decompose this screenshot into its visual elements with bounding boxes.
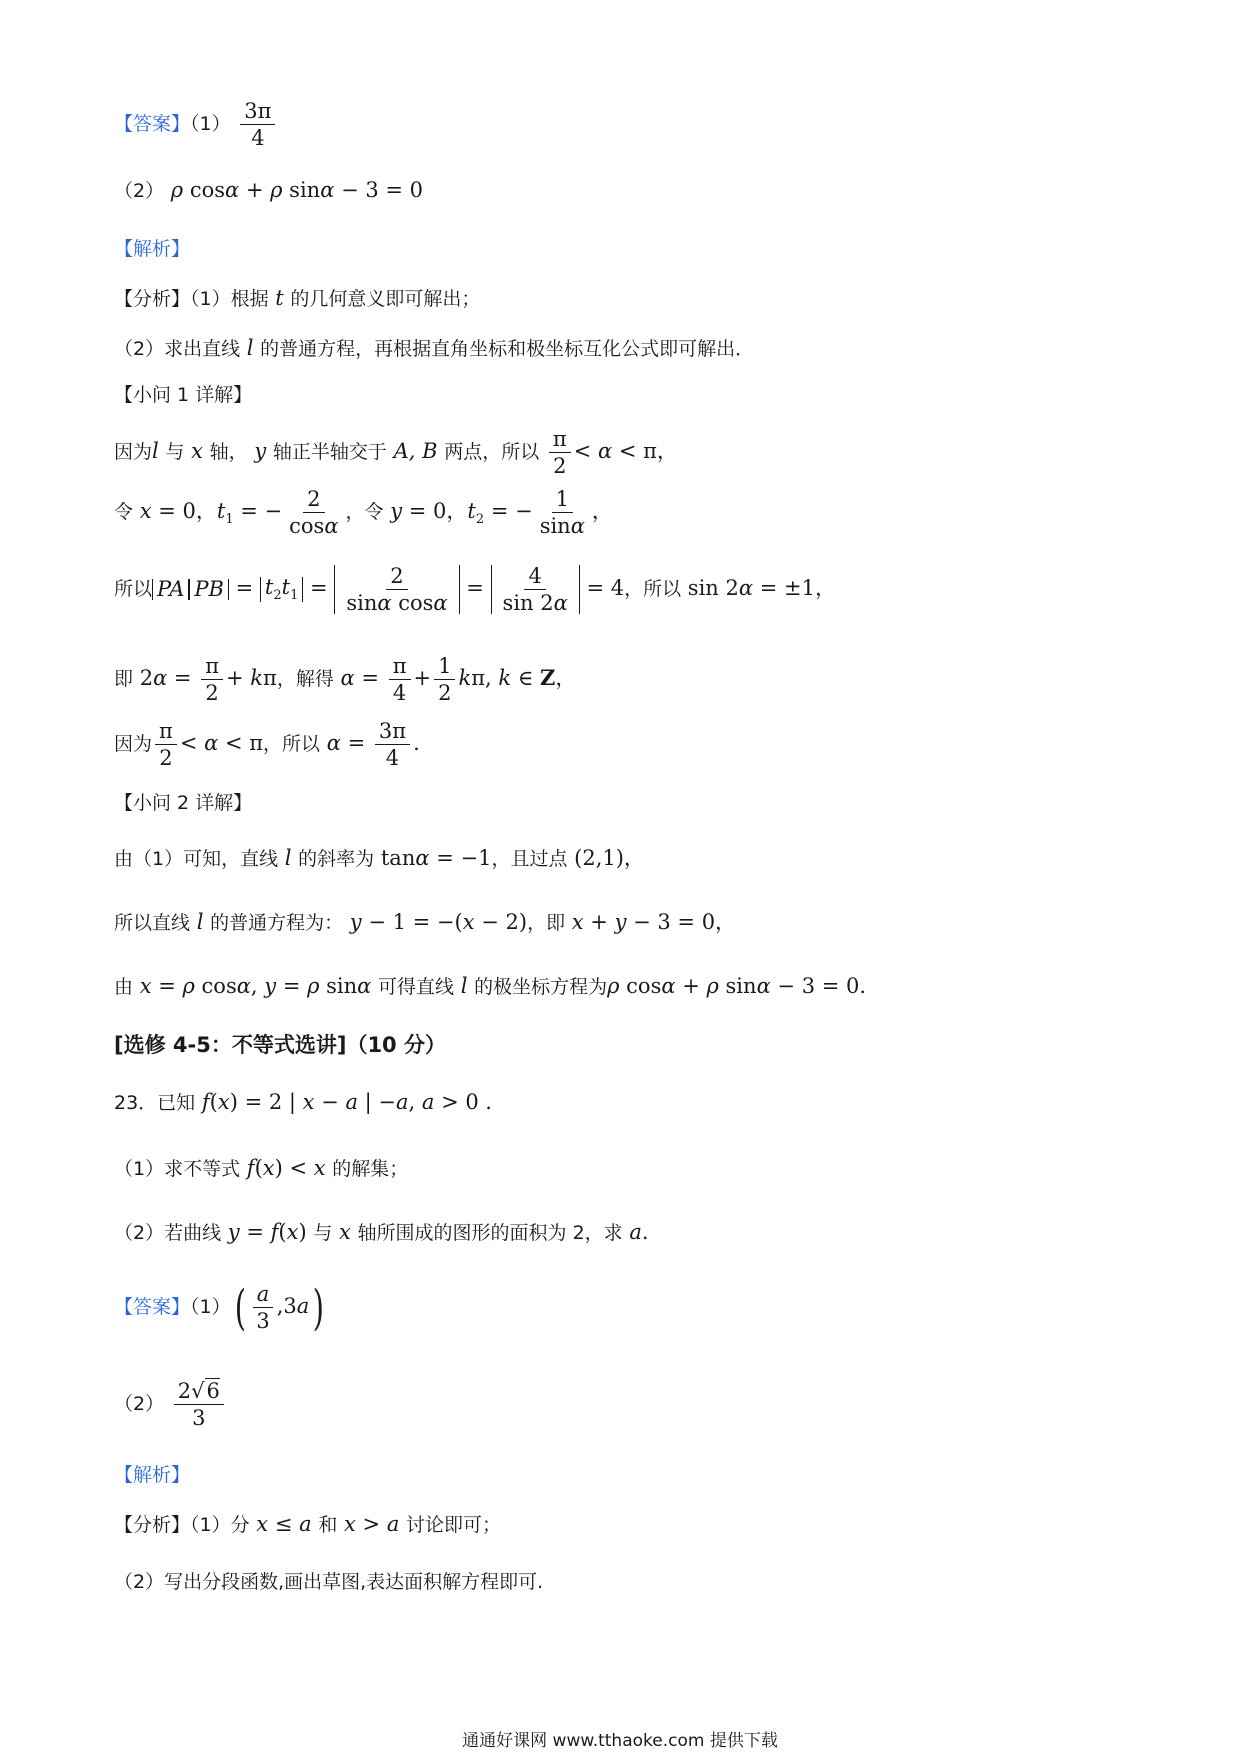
p23-q2-a: （2）若曲线 bbox=[114, 1222, 222, 1244]
solution-line-5: 因为 $\frac{\pi}{2}$ < α < π，所以 α = $\frac{3\pi}{4}$ . bbox=[114, 719, 420, 771]
t1-a: 由（1）可知，直线 bbox=[114, 848, 279, 870]
section-title: [选修 4-5：不等式选讲]（10 分） bbox=[114, 1033, 446, 1057]
answer-1-fraction: $\frac{3\pi}{4}$ bbox=[240, 100, 275, 149]
p23-q1-b: 的解集； bbox=[332, 1158, 409, 1180]
s3-a: 所以 bbox=[114, 578, 153, 601]
p23-answer-line-2: （2） $\frac{2√6}{3}$ bbox=[114, 1380, 227, 1429]
solution-2-line-2: 所以直线 l 的普通方程为： y − 1 = −(x − 2)，即 x + y − 3 = 0， bbox=[114, 910, 737, 934]
s1-b: 与 bbox=[165, 441, 185, 464]
t2-b: 的普通方程为： bbox=[210, 912, 344, 934]
q1-detail-label: 【小问 1 详解】 bbox=[114, 384, 253, 406]
fenxi-2-a: （2）求出直线 bbox=[114, 338, 241, 360]
s1-a: 因为 bbox=[114, 441, 153, 464]
p23-stem-a: 23．已知 bbox=[114, 1092, 196, 1114]
s2-a: 令 bbox=[114, 501, 134, 524]
p23-answer-label: 【答案】 bbox=[114, 1296, 191, 1319]
s1-c: 轴， bbox=[209, 441, 248, 464]
t1-b: 的斜率为 bbox=[298, 848, 375, 870]
p23-fenxi-line-1: 【分析】（1）分 x ≤ a 和 x > a 讨论即可； bbox=[114, 1512, 502, 1536]
p23-fenxi-1-c: 讨论即可； bbox=[406, 1514, 502, 1536]
answer-label: 【答案】 bbox=[114, 113, 191, 136]
problem-23-stem: 23．已知 f(x) = 2 | x − a | −a, a > 0 ． bbox=[114, 1090, 507, 1114]
s5-b: ，所以 bbox=[263, 733, 321, 756]
s1-e: 两点，所以 bbox=[444, 441, 540, 464]
p23-q2-c: 轴所围成的图形的面积为 2，求 bbox=[357, 1222, 623, 1244]
solution-2-line-1: 由（1）可知，直线 l 的斜率为 tanα = −1，且过点 (2,1)， bbox=[114, 846, 645, 870]
p23-answer-line-1: 【答案】（1）( $\frac{a}{3}$ ,3a) bbox=[114, 1279, 325, 1336]
t3-c: 的极坐标方程为 bbox=[474, 976, 608, 998]
answer-line-1 bbox=[114, 100, 278, 149]
answer-1-prefix: （1） bbox=[190, 113, 231, 136]
fenxi-line-1: 【分析】（1）根据 t 的几何意义即可解出； bbox=[114, 286, 481, 310]
fenxi-line-2: （2）求出直线 l 的普通方程，再根据直角坐标和极坐标互化公式即可解出． bbox=[114, 336, 755, 360]
analysis-label: 【解析】 bbox=[114, 238, 191, 260]
p23-q2-b: 与 bbox=[313, 1222, 333, 1244]
t3-a: 由 bbox=[114, 976, 134, 998]
solution-line-1: 因为l 与 x 轴， y 轴正半轴交于 A, B 两点，所以 $\frac{\pi}{2}$ < α < π， bbox=[114, 427, 678, 479]
problem-23-q2: （2）若曲线 y = f(x) 与 x 轴所围成的图形的面积为 2，求 a. bbox=[114, 1220, 649, 1244]
s5-a: 因为 bbox=[114, 733, 153, 756]
solution-line-3: 所以 PA PB = $t_2t_1$ = $\frac{2}{\text{sinα cosα}}$ = $\frac{4}{\sin 2\alpha}$ = 4，所以 sin 2α = ±1， bbox=[114, 564, 836, 616]
fenxi-label: 【分析】 bbox=[114, 288, 191, 310]
t3-b: 可得直线 bbox=[378, 976, 455, 998]
s4-b: ，解得 bbox=[276, 668, 334, 691]
p23-fenxi-line-2: （2）写出分段函数,画出草图,表达面积解方程即可. bbox=[114, 1571, 544, 1593]
p23-ans1-prefix: （1） bbox=[190, 1296, 231, 1319]
s4-a: 即 bbox=[114, 668, 134, 691]
solution-line-2: 令 x = 0，$t_1$ = − $\frac{2}{\cos\alpha}$ ，令 y = 0，$t_2$ = − $\frac{1}{\sin\alpha}$ ， bbox=[114, 487, 613, 539]
t1-c: ，且过点 bbox=[491, 848, 568, 870]
s2-b: ，令 bbox=[345, 501, 384, 524]
p23-analysis-label: 【解析】 bbox=[114, 1464, 191, 1486]
p23-ans2-prefix: （2） bbox=[114, 1393, 165, 1416]
s1-d: 轴正半轴交于 bbox=[272, 441, 387, 464]
p23-q1-a: （1）求不等式 bbox=[114, 1158, 241, 1180]
problem-23-q1: （1）求不等式 f(x) < x 的解集； bbox=[114, 1156, 409, 1180]
p23-fenxi-1-b: 和 bbox=[318, 1514, 338, 1536]
q2-detail-label: 【小问 2 详解】 bbox=[114, 792, 253, 814]
s3-b: ，所以 bbox=[624, 578, 682, 601]
fenxi-1-b: 的几何意义即可解出； bbox=[290, 288, 481, 310]
t2-a: 所以直线 bbox=[114, 912, 191, 934]
solution-line-4: 即 2α = $\frac{\pi}{2}$ + kπ，解得 α = $\frac{\pi}{4}$ + $\frac{1}{2}$ kπ, k ∈ Z， bbox=[114, 654, 577, 706]
answer-line-2 bbox=[114, 180, 423, 201]
answer-2-formula: ρ cosα + ρ sinα − 3 = 0 bbox=[170, 178, 424, 202]
t2-c: ，即 bbox=[527, 912, 566, 934]
fenxi-2-b: 的普通方程，再根据直角坐标和极坐标互化公式即可解出． bbox=[260, 338, 755, 360]
fenxi-1-a: （1）根据 bbox=[190, 288, 269, 310]
footer-watermark: 通通好课网 www.tthaoke.com 提供下载 bbox=[462, 1731, 778, 1751]
answer-2-prefix: （2） bbox=[114, 180, 165, 202]
p23-fenxi-1-a: （1）分 bbox=[190, 1514, 250, 1536]
p23-fenxi-label: 【分析】 bbox=[114, 1514, 191, 1536]
solution-2-line-3: 由 x = ρ cosα, y = ρ sinα 可得直线 l 的极坐标方程为ρ cosα + ρ sinα − 3 = 0. bbox=[114, 974, 867, 998]
